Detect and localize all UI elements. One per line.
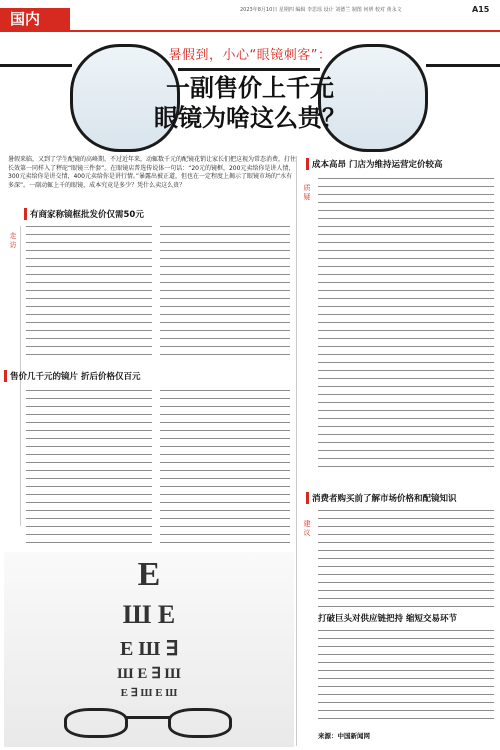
section-4-title: 消费者购买前了解市场价格和配镜知识 xyxy=(312,494,457,504)
section-1-body-col-b xyxy=(160,226,290,357)
header-rule xyxy=(0,30,500,32)
left-temple xyxy=(0,64,72,67)
side-label-advice: 建议 xyxy=(303,520,311,537)
column-divider xyxy=(296,156,297,746)
eye-chart-graphic xyxy=(4,552,294,747)
section-tag: 国内 xyxy=(0,8,70,30)
lead-paragraph: 暑假来临，又到了学生配镜的高峰期。不过近年来，动辄数千元的配镜花销让家长们把这视为常态消费，打住长效第一同样入了秤砣“眼镜三件套”。在眼镜店普选传说体一句话：“20元的镜框，200元卖给你是讲人情，300元卖给你是讲交情，400元卖给你是讲行情。”暴露出被正道，但也在一定程度上揭示了眼镜市场的“水有多深”。一副动辄上千的眼镜，成本究竟是多少？凭什么卖这么贵？ xyxy=(8,156,297,189)
section-1-marker xyxy=(24,208,27,220)
headline-line-1: 一副售价上千元 xyxy=(166,74,334,102)
eyeglasses-photo xyxy=(44,702,254,742)
section-2-title: 售价几千元的镜片 折后价格仅百元 xyxy=(10,372,141,382)
page-number: A15 xyxy=(472,5,490,14)
section-2-marker xyxy=(4,370,7,382)
section-2-body-col-b xyxy=(160,390,290,545)
headline-line-2: 眼镜为啥这么贵？ xyxy=(154,104,346,132)
issue-meta: 2023年8月10日 星期四 编辑 李思瑶 设计 刘德兰 制图 何赟 校对 黄永文 xyxy=(240,7,402,13)
section-5-title: 打破巨头对供应链把持 缩短交易环节 xyxy=(318,614,457,624)
headline-subtitle: 暑假到，小心“眼镜刺客”： xyxy=(168,48,332,63)
eye-chart-row: E xyxy=(137,556,161,593)
section-5-body xyxy=(318,630,494,726)
source-credit: 来源：中国新闻网 xyxy=(318,732,370,740)
eye-chart-row: E ∃ Ш E Ш xyxy=(120,687,178,699)
side-label-visit: 走访 xyxy=(9,232,17,249)
section-1-title: 有商家称镜框批发价仅需50元 xyxy=(30,210,144,220)
section-3-body xyxy=(318,178,494,473)
eye-chart-row: Ш Е xyxy=(122,600,176,629)
section-1-body-col-a xyxy=(26,226,152,357)
eye-chart-row: E Ш ∃ xyxy=(120,638,178,660)
right-temple xyxy=(426,64,500,67)
section-3-title: 成本高昂 门店为维持运营定价较高 xyxy=(312,160,443,170)
eye-chart-row: Ш E ∃ Ш xyxy=(117,666,181,682)
section-4-marker xyxy=(306,492,309,504)
section-2-body-col-a xyxy=(26,390,152,545)
side-label-question: 质疑 xyxy=(303,184,311,201)
section-4-body xyxy=(318,510,494,610)
section-3-marker xyxy=(306,158,309,170)
